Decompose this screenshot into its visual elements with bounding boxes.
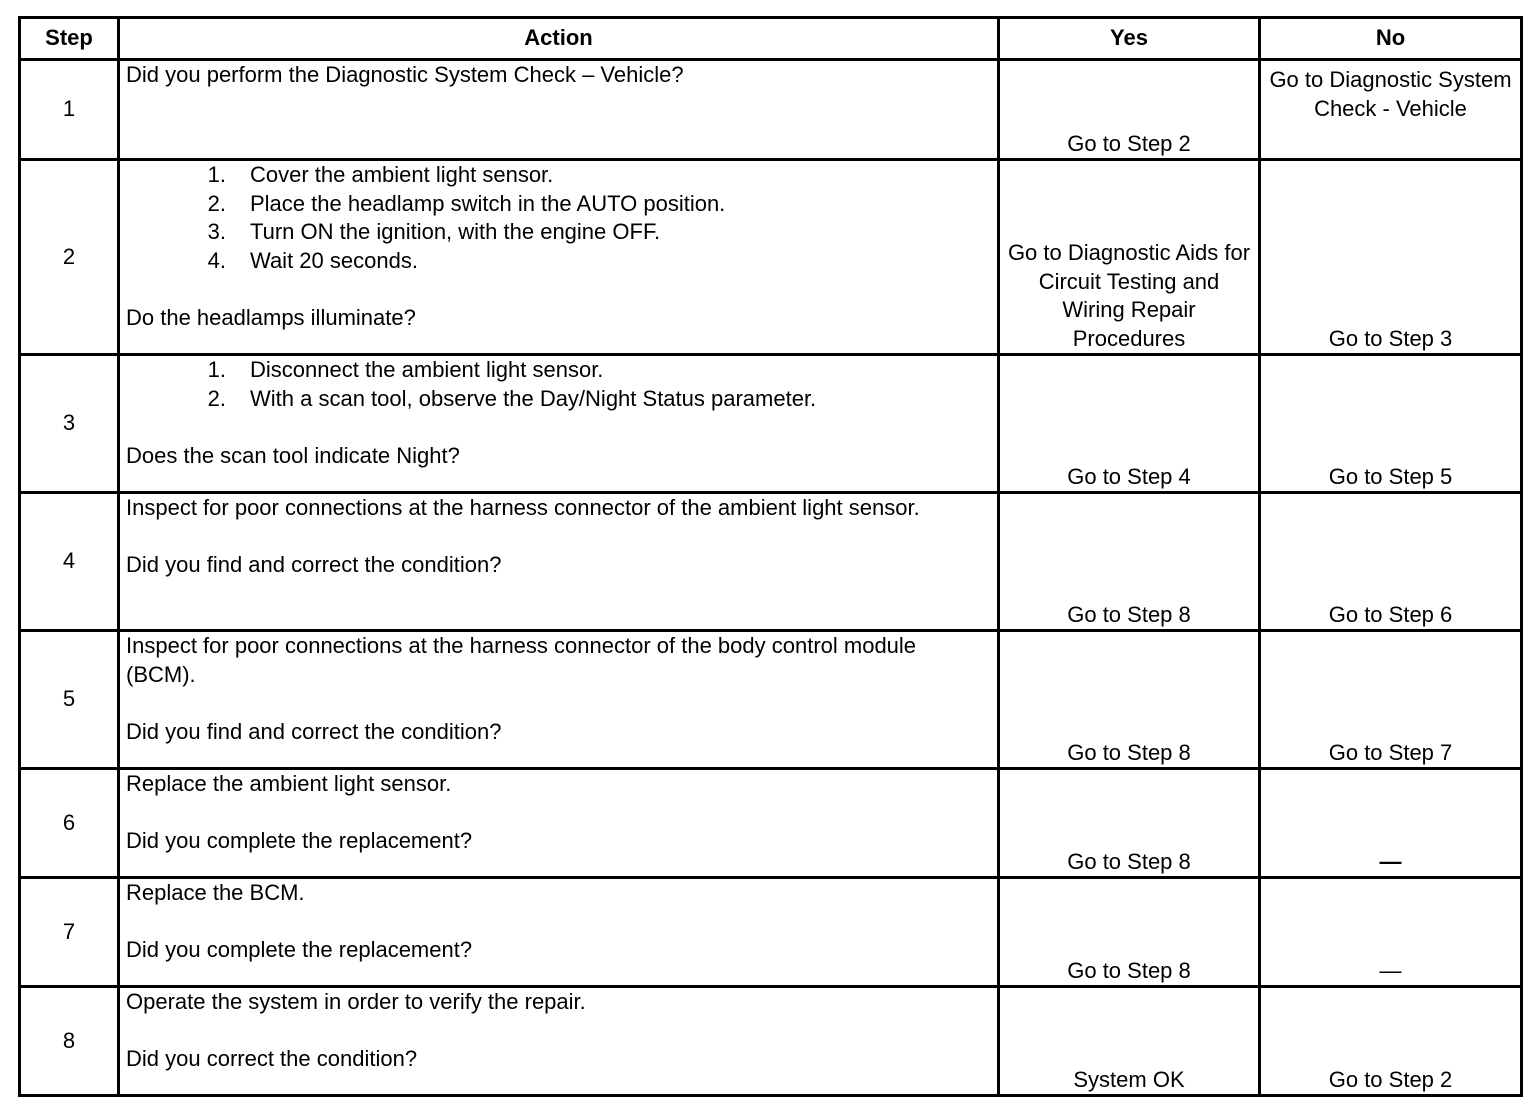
substep-number: 2. (207, 385, 226, 411)
question-text: Did you complete the replacement? (126, 937, 473, 962)
diagnostic-table (18, 16, 1523, 1097)
step-number: 2 (20, 160, 119, 355)
action-cell (119, 493, 999, 631)
substep-text: Turn ON the ignition, with the engine OFF. (250, 219, 661, 244)
substep-text: Disconnect the ambient light sensor. (250, 357, 604, 382)
substep-item (126, 385, 991, 414)
step-number: 6 (20, 769, 119, 878)
yes-cell: Go to Diagnostic Aids for Circuit Testing and Wiring Repair Procedures (999, 160, 1260, 355)
header-yes: Yes (999, 18, 1260, 60)
substep-text: Place the headlamp switch in the AUTO position. (250, 190, 726, 216)
question-text: Do the headlamps illuminate? (126, 304, 416, 330)
yes-cell: System OK (999, 987, 1260, 1096)
yes-cell: Go to Step 8 (999, 631, 1260, 769)
step-number: 8 (20, 987, 119, 1096)
action-cell (119, 878, 999, 987)
no-cell: Go to Step 2 (1260, 987, 1522, 1096)
action-cell (119, 987, 999, 1096)
table-row (20, 355, 1522, 493)
table-row (20, 631, 1522, 769)
header-no: No (1260, 18, 1522, 60)
no-cell: Go to Diagnostic System Check - Vehicle (1260, 60, 1522, 160)
table-row (20, 60, 1522, 160)
substep-list (126, 161, 991, 275)
question-text: Did you find and correct the condition? (126, 552, 502, 577)
action-cell (119, 769, 999, 878)
yes-cell: Go to Step 8 (999, 878, 1260, 987)
step-number: 1 (20, 60, 119, 160)
action-text: Replace the ambient light sensor. (126, 771, 452, 796)
step-number: 7 (20, 878, 119, 987)
yes-cell: Go to Step 8 (999, 769, 1260, 878)
action-cell (119, 60, 999, 160)
substep-text: With a scan tool, observe the Day/Night Status parameter. (250, 385, 817, 411)
table-row (20, 769, 1522, 878)
substep-item (126, 218, 991, 247)
action-text: Replace the BCM. (126, 880, 305, 905)
no-cell: Go to Step 7 (1260, 631, 1522, 769)
substep-list (126, 356, 991, 413)
substep-item (126, 161, 991, 190)
table-row (20, 878, 1522, 987)
step-number: 3 (20, 355, 119, 493)
substep-text: Cover the ambient light sensor. (250, 162, 554, 187)
header-action: Action (119, 18, 999, 60)
action-cell (119, 355, 999, 493)
question-text: Did you find and correct the condition? (126, 718, 502, 744)
substep-number: 1. (207, 357, 226, 382)
step-number: 5 (20, 631, 119, 769)
yes-cell: Go to Step 8 (999, 493, 1260, 631)
substep-item (126, 356, 991, 385)
no-cell: Go to Step 5 (1260, 355, 1522, 493)
yes-cell: Go to Step 4 (999, 355, 1260, 493)
no-cell: Go to Step 3 (1260, 160, 1522, 355)
substep-number: 2. (207, 190, 226, 216)
action-text: Inspect for poor connections at the harness connector of the ambient light sensor. (126, 495, 920, 520)
header-step: Step (20, 18, 119, 60)
action-text: Did you perform the Diagnostic System Check – Vehicle? (126, 62, 684, 87)
question-text: Did you correct the condition? (126, 1046, 418, 1071)
substep-item (126, 247, 991, 276)
question-text: Did you complete the replacement? (126, 828, 473, 853)
table-row (20, 493, 1522, 631)
step-number: 4 (20, 493, 119, 631)
table-row (20, 160, 1522, 355)
substep-number: 1. (207, 162, 226, 187)
question-text: Does the scan tool indicate Night? (126, 442, 460, 468)
action-text: Operate the system in order to verify the repair. (126, 989, 586, 1014)
action-cell (119, 631, 999, 769)
substep-item (126, 190, 991, 219)
substep-text: Wait 20 seconds. (250, 247, 418, 273)
action-text: Inspect for poor connections at the harness connector of the body control module (BCM). (126, 633, 917, 687)
no-cell: — (1260, 878, 1522, 987)
substep-number: 3. (207, 219, 226, 244)
yes-cell: Go to Step 2 (999, 60, 1260, 160)
no-cell: Go to Step 6 (1260, 493, 1522, 631)
no-cell: — (1260, 769, 1522, 878)
action-cell (119, 160, 999, 355)
header-row (20, 18, 1522, 60)
table-row (20, 987, 1522, 1096)
substep-number: 4. (207, 247, 226, 273)
